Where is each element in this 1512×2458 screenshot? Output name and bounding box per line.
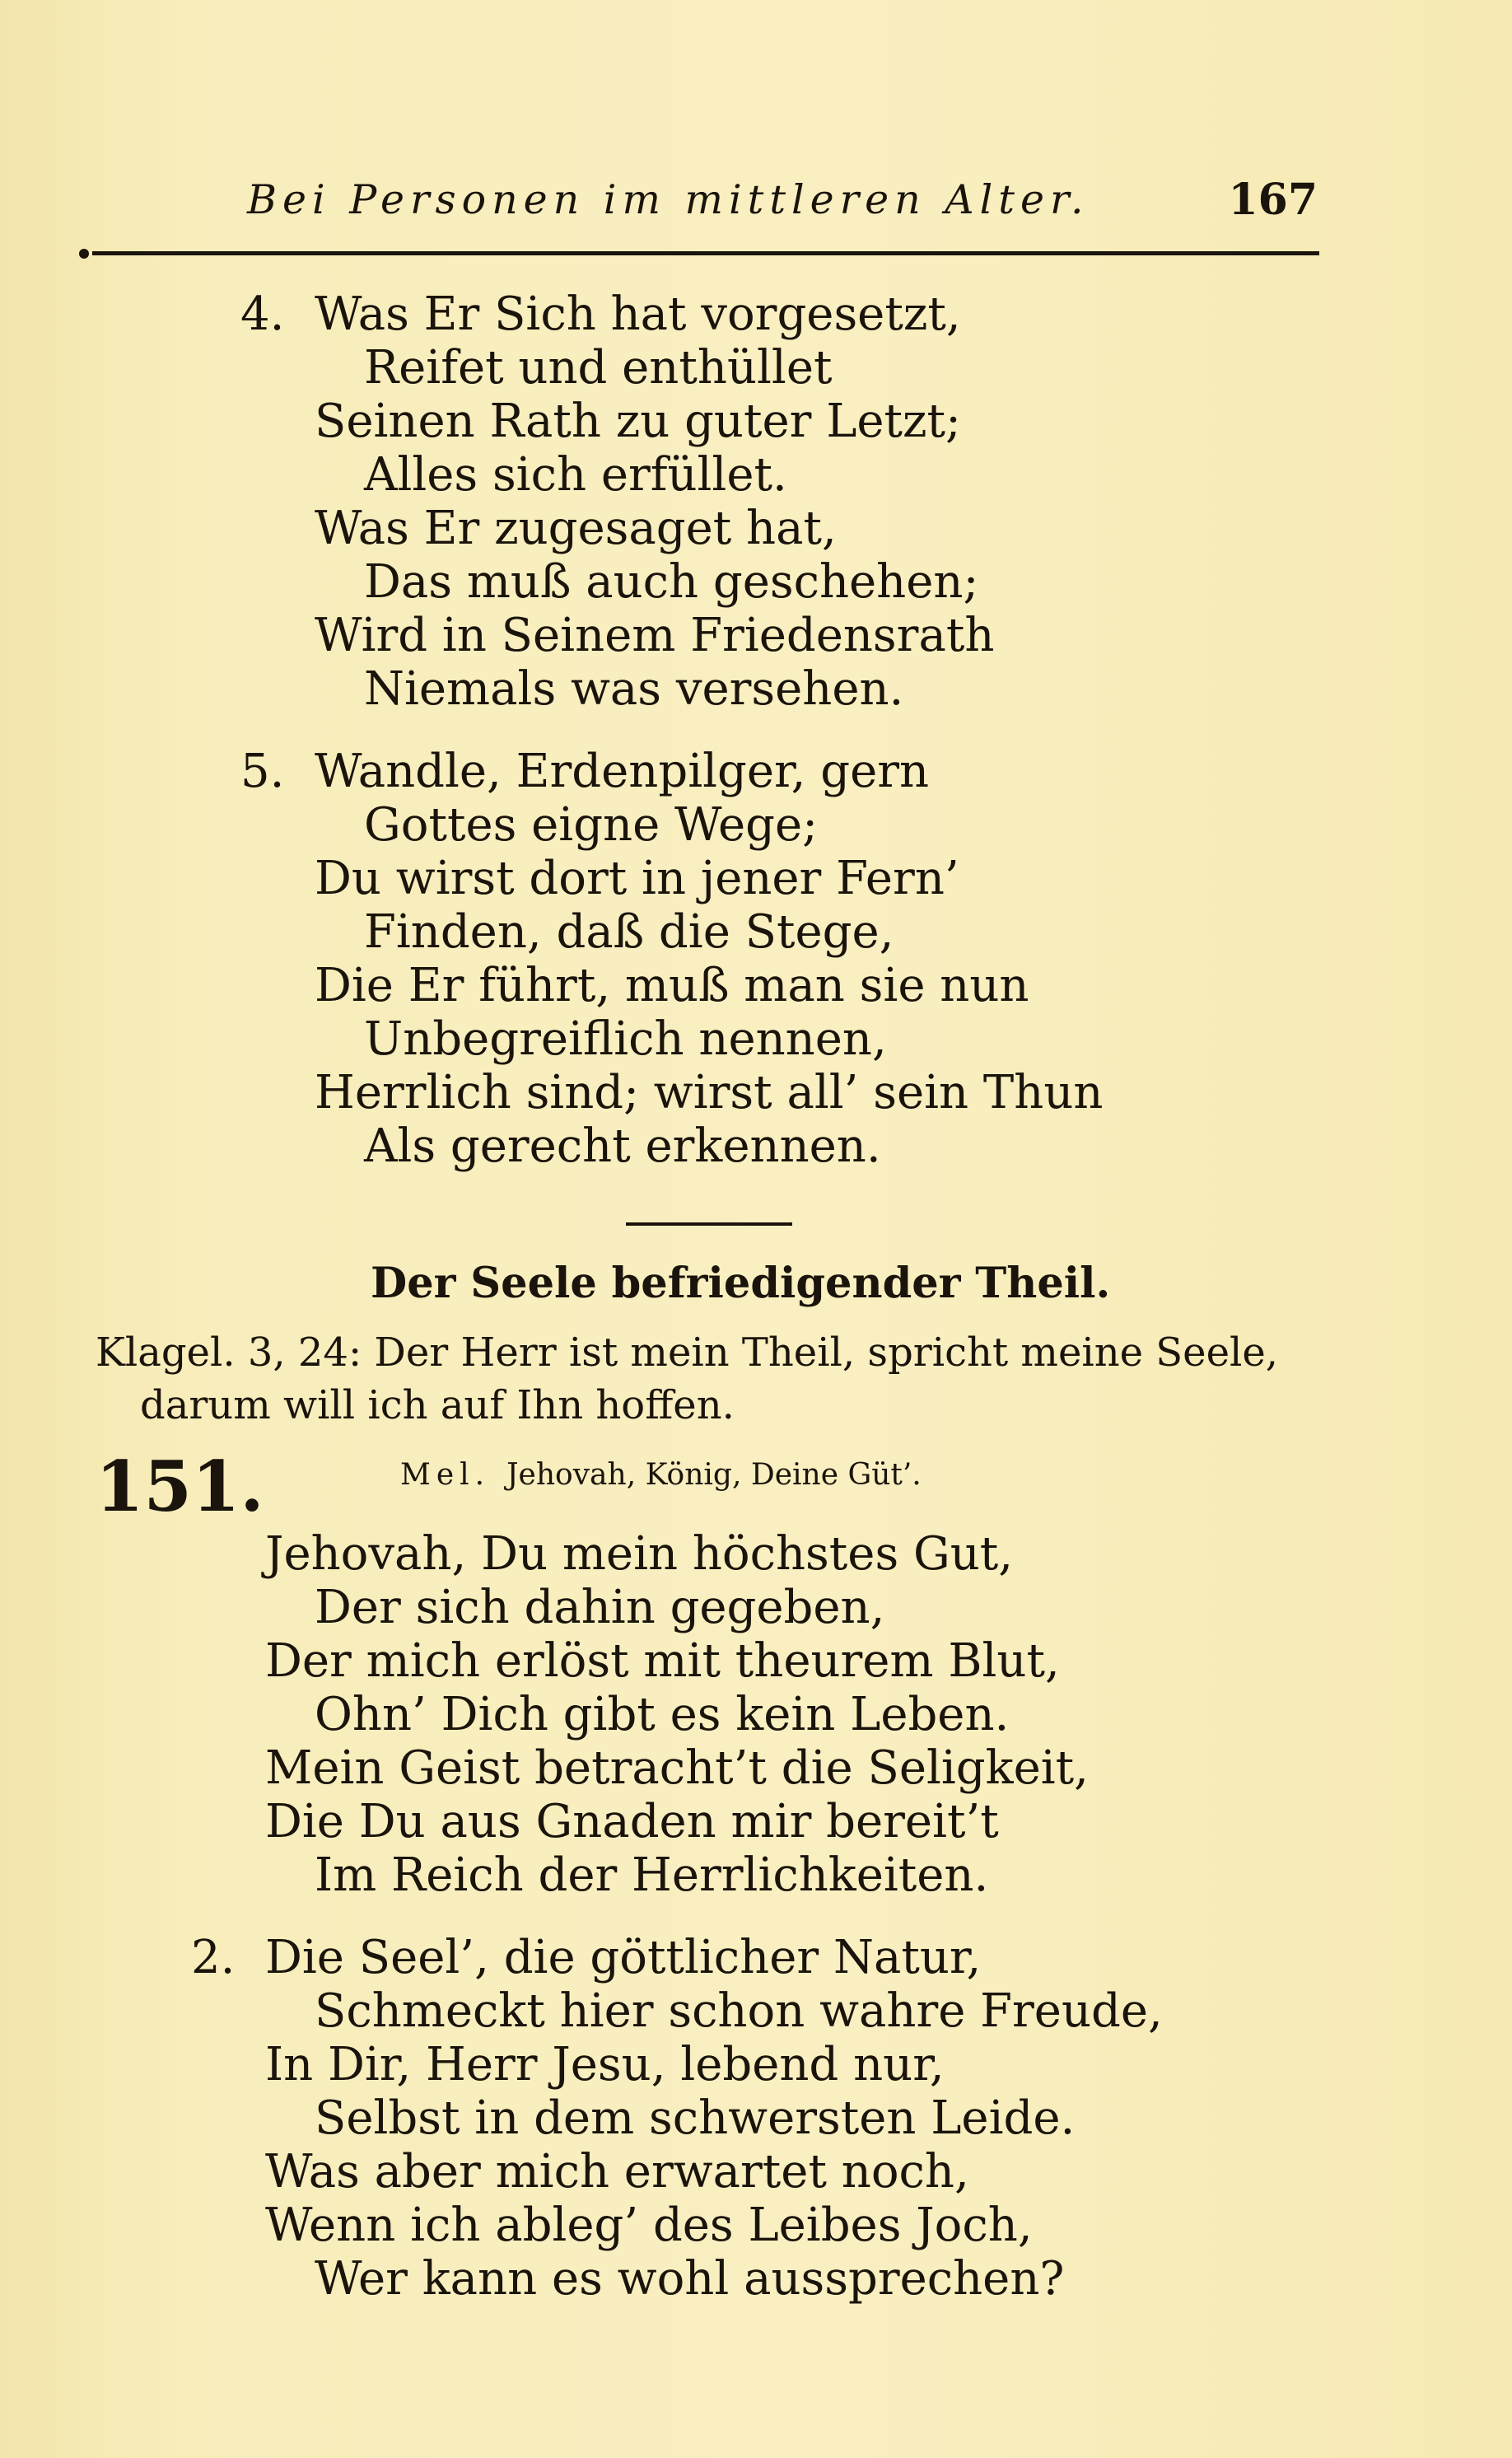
stanza-number: 2. [191,1931,236,1984]
verse-line: Finden, daß die Stege, [364,905,894,959]
verse-line: Was Er zugesaget hat, [315,502,837,555]
verse-line: Als gerecht erkennen. [364,1119,881,1173]
verse-line: Mein Geist betracht’t die Seligkeit, [265,1741,1089,1795]
melody-indication [400,1458,922,1492]
verse-line: Du wirst dort in jener Fern’ [315,852,959,905]
hymn-number: 151. [96,1446,264,1527]
verse-line: Ohn’ Dich gibt es kein Leben. [315,1688,1010,1741]
verse-line: Seinen Rath zu guter Letzt; [315,395,961,448]
verse-line: Niemals was versehen. [364,662,904,716]
verse-line: Was Er Sich hat vorgesetzt, [315,287,961,341]
section-title: Der Seele befriedigender Theil. [371,1259,1111,1308]
scripture-line: darum will ich auf Ihn hoffen. [140,1382,735,1428]
verse-line: Reifet und enthüllet [364,341,833,395]
scripture-reference [96,1326,1413,1432]
verse-line: Selbst in dem schwersten Leide. [315,2091,1076,2145]
page-number: 167 [1228,175,1318,225]
running-head: Bei Personen im mittleren Alter. [247,176,1090,223]
verse-line: Wer kann es wohl aussprechen? [315,2252,1065,2306]
verse-line: Die Er führt, muß man sie nun [315,959,1029,1012]
melody-label: Mel. [400,1458,491,1492]
verse-line: Das muß auch geschehen; [364,555,979,609]
verse-line: Wird in Seinem Friedensrath [315,609,995,662]
verse-line: Im Reich der Herrlichkeiten. [315,1848,989,1902]
header-rule [92,251,1319,255]
section-divider [626,1222,792,1226]
page-header [247,176,1318,234]
melody-text: Jehovah, König, Deine Güt’. [506,1458,922,1492]
verse-line: Schmeckt hier schon wahre Freude, [315,1984,1163,2038]
verse-line: Gottes eigne Wege; [364,798,819,852]
verse-line: Alles sich erfüllet. [364,448,787,502]
verse-line: Der sich dahin gegeben, [315,1581,885,1634]
verse-line: Was aber mich erwartet noch, [265,2145,969,2199]
verse-line: Herrlich sind; wirst all’ sein Thun [315,1066,1104,1119]
verse-line: In Dir, Herr Jesu, lebend nur, [265,2038,945,2091]
verse-line: Die Du aus Gnaden mir bereit’t [265,1795,999,1848]
verse-line: Wandle, Erdenpilger, gern [315,745,930,798]
verse-line: Der mich erlöst mit theurem Blut, [265,1634,1060,1688]
stanza-number: 4. [240,287,285,341]
verse-line: Wenn ich ableg’ des Leibes Joch, [265,2199,1033,2252]
header-rule-dot [79,249,89,259]
scripture-line: Klagel. 3, 24: Der Herr ist mein Theil, spricht meine Seele, [96,1329,1278,1376]
verse-line: Unbegreiflich nennen, [364,1012,887,1066]
stanza-number: 5. [240,745,285,798]
verse-line: Die Seel’, die göttlicher Natur, [265,1931,982,1984]
verse-line: Jehovah, Du mein höchstes Gut, [265,1527,1014,1581]
